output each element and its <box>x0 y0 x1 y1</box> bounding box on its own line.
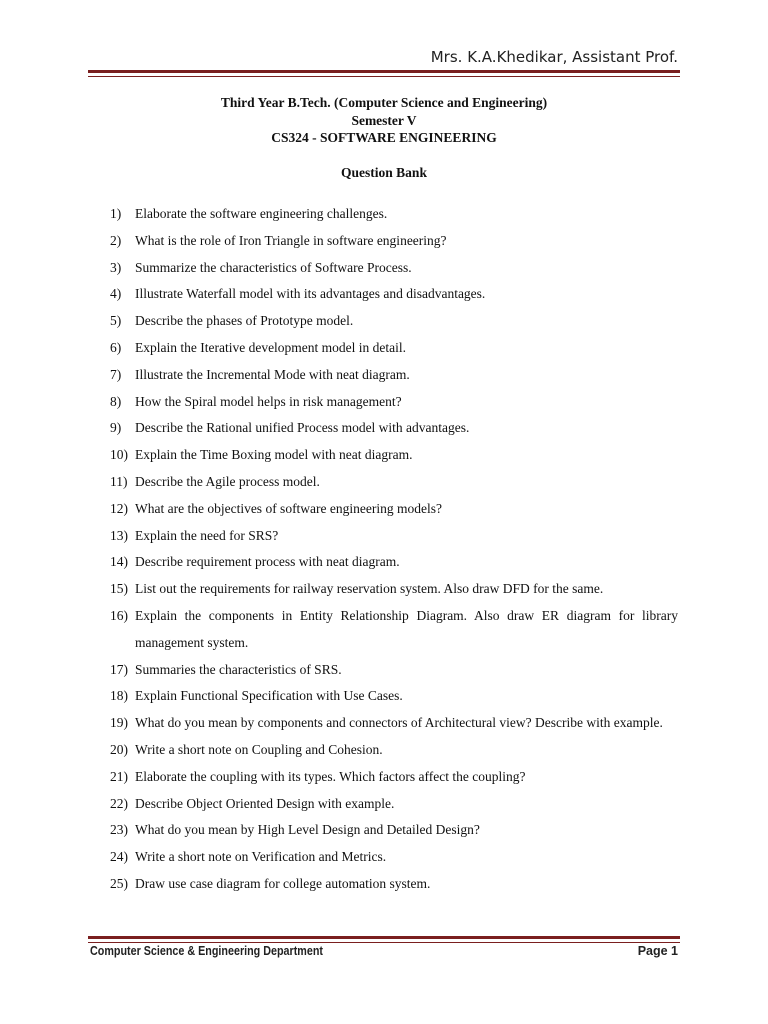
question-text: Summaries the characteristics of SRS. <box>135 661 342 677</box>
list-item <box>110 549 678 576</box>
list-item <box>110 523 678 550</box>
question-number: 21) <box>110 768 128 784</box>
list-item <box>110 389 678 416</box>
question-text: Elaborate the software engineering challenges. <box>135 206 388 221</box>
question-text: Explain the Time Boxing model with neat diagram. <box>135 447 413 463</box>
header-author: Mrs. K.A.Khedikar, Assistant Prof. <box>430 48 678 66</box>
question-number: 2) <box>110 232 122 248</box>
question-text: What are the objectives of software engineering models? <box>135 500 442 516</box>
question-text: How the Spiral model helps in risk management? <box>135 393 402 409</box>
list-item <box>110 255 678 282</box>
question-text: Explain the Iterative development model in detail. <box>135 339 407 355</box>
list-item <box>110 817 678 844</box>
semester: Semester V <box>351 112 417 128</box>
list-item <box>110 362 678 389</box>
question-number: 11) <box>110 473 128 489</box>
list-item <box>110 415 678 442</box>
list-item <box>110 308 678 335</box>
list-item <box>110 228 678 255</box>
question-number: 25) <box>110 875 128 891</box>
list-item <box>110 764 678 791</box>
question-number: 18) <box>110 688 128 704</box>
question-text: What is the role of Iron Triangle in software engineering? <box>135 232 447 248</box>
question-text: Illustrate the Incremental Mode with neat diagram. <box>135 366 410 382</box>
question-number: 3) <box>110 259 122 275</box>
question-number: 22) <box>110 795 128 811</box>
question-number: 20) <box>110 741 128 757</box>
question-text: Write a short note on Verification and Metrics. <box>135 849 387 865</box>
question-number: 23) <box>110 822 128 838</box>
question-number: 16) <box>110 607 128 623</box>
question-list <box>110 201 678 898</box>
question-number: 17) <box>110 661 128 677</box>
question-number: 13) <box>110 527 128 543</box>
question-number: 9) <box>110 420 122 436</box>
title-block <box>88 94 680 147</box>
course-title: CS324 - SOFTWARE ENGINEERING <box>271 130 497 145</box>
list-item <box>110 657 678 684</box>
question-text: Write a short note on Coupling and Cohesion. <box>135 741 383 757</box>
header-rule <box>88 70 680 77</box>
question-text: List out the requirements for railway reservation system. Also draw DFD for the same. <box>135 581 604 597</box>
page-title: Question Bank <box>341 165 427 180</box>
list-item <box>110 496 678 523</box>
question-text: Describe Object Oriented Design with example. <box>135 795 395 811</box>
question-number: 7) <box>110 366 122 382</box>
question-number: 14) <box>110 554 128 570</box>
question-number: 19) <box>110 715 128 731</box>
question-number: 8) <box>110 393 122 409</box>
question-text: Explain the need for SRS? <box>135 527 279 543</box>
question-number: 10) <box>110 447 128 463</box>
list-item <box>110 737 678 764</box>
question-text: Describe the Rational unified Process model with advantages. <box>135 420 470 436</box>
question-text: Summarize the characteristics of Software Process. <box>135 259 412 275</box>
question-text: What do you mean by High Level Design and Detailed Design? <box>135 822 480 838</box>
question-text: Explain Functional Specification with Use Cases. <box>135 688 403 704</box>
question-number: 1) <box>110 206 122 221</box>
question-text: Describe the phases of Prototype model. <box>135 313 354 329</box>
list-item <box>110 281 678 308</box>
footer-rule <box>88 936 680 943</box>
question-number: 24) <box>110 849 128 865</box>
course-program: Third Year B.Tech. (Computer Science and Engineering) <box>220 95 548 110</box>
list-item <box>110 603 678 657</box>
footer-department: Computer Science & Engineering Department <box>90 944 323 958</box>
question-text: What do you mean by components and connectors of Architectural view? Describe with example. <box>135 715 663 731</box>
list-item <box>110 871 678 898</box>
page-number: Page 1 <box>637 944 678 958</box>
list-item <box>110 710 678 737</box>
list-item <box>110 201 678 228</box>
question-number: 6) <box>110 339 122 355</box>
question-number: 12) <box>110 500 128 516</box>
question-number: 5) <box>110 313 122 329</box>
list-item <box>110 442 678 469</box>
list-item <box>110 576 678 603</box>
question-text: Describe the Agile process model. <box>135 473 320 489</box>
question-text: Describe requirement process with neat diagram. <box>135 554 400 570</box>
list-item <box>110 335 678 362</box>
question-text: Elaborate the coupling with its types. Which factors affect the coupling? <box>135 768 526 784</box>
list-item <box>110 683 678 710</box>
question-text: Illustrate Waterfall model with its advantages and disadvantages. <box>135 286 486 302</box>
list-item <box>110 844 678 871</box>
list-item <box>110 791 678 818</box>
question-number: 4) <box>110 286 122 302</box>
question-number: 15) <box>110 581 128 597</box>
question-text: Explain the components in Entity Relationship Diagram. Also draw ER diagram for library management system. <box>135 607 678 650</box>
list-item <box>110 469 678 496</box>
question-text: Draw use case diagram for college automation system. <box>135 875 431 891</box>
